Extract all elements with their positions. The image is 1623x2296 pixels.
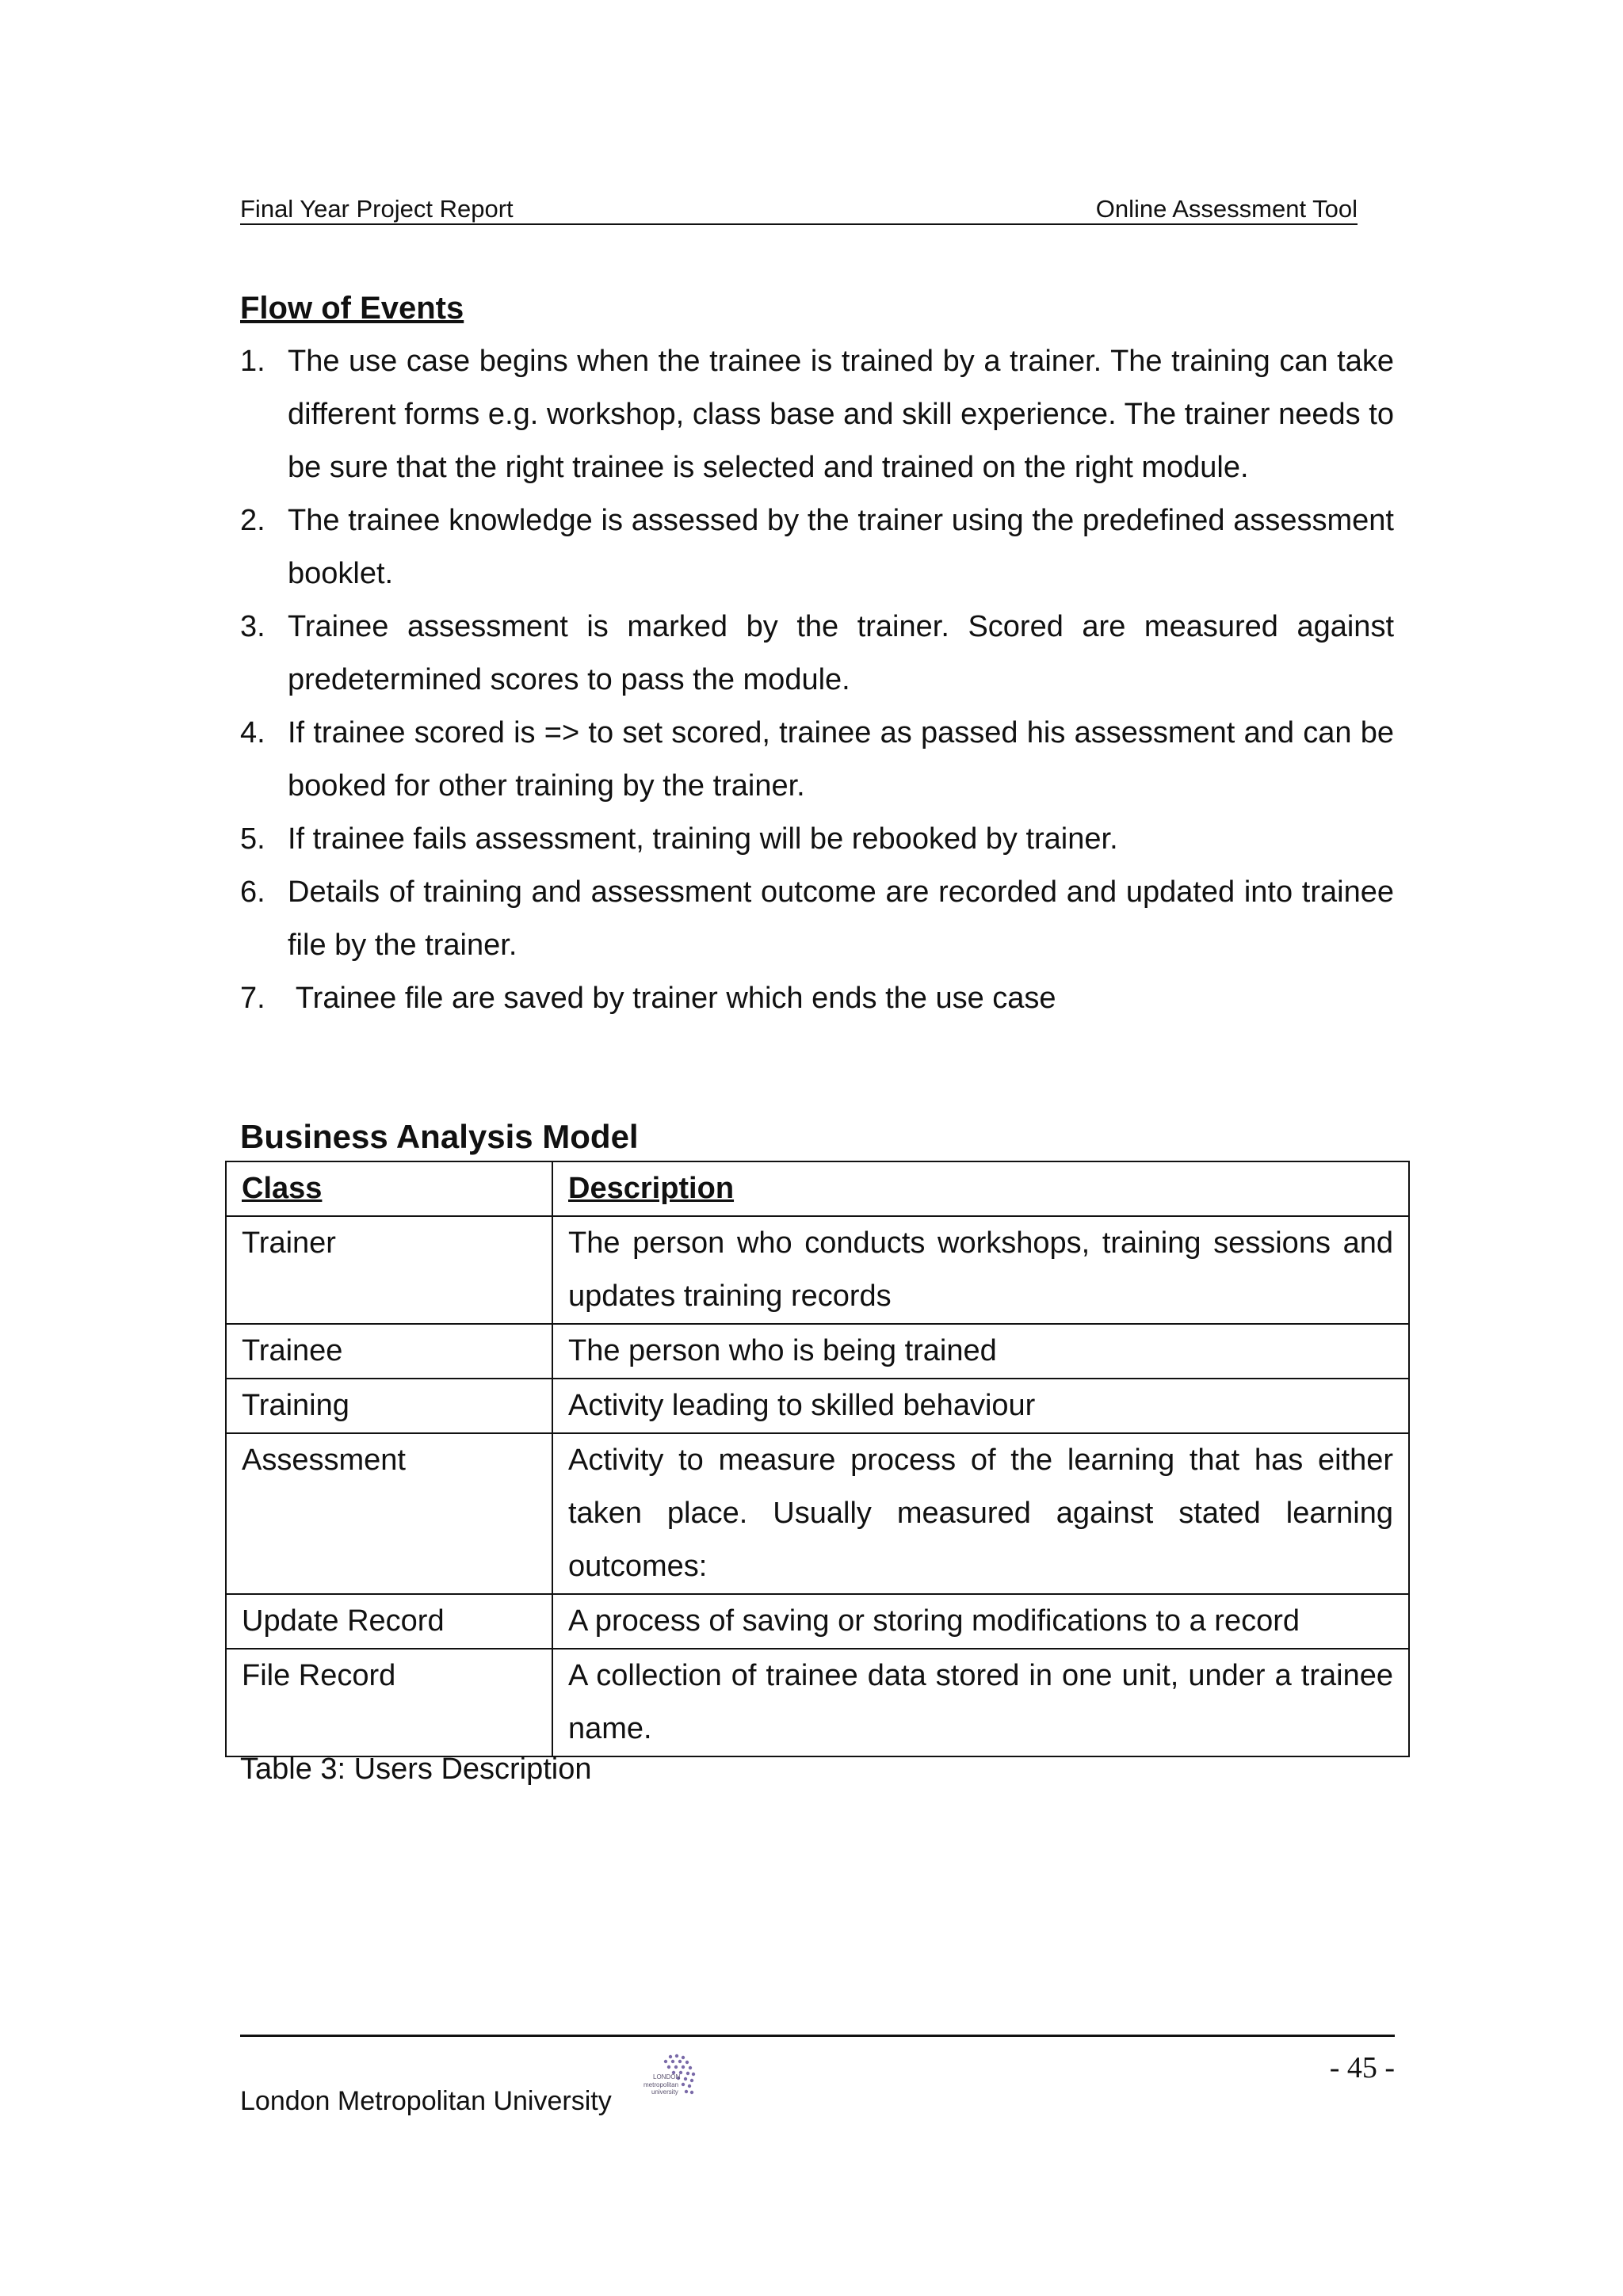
list-item-number: 7.	[240, 982, 265, 1015]
column-header-description: Description	[552, 1161, 1409, 1216]
table-header-row	[226, 1161, 1409, 1216]
description-cell: A collection of trainee data stored in one unit, under a trainee name.	[552, 1649, 1409, 1756]
table-row	[226, 1324, 1409, 1379]
table-caption: Table 3: Users Description	[240, 1753, 592, 1786]
page-number: - 45 -	[1329, 2051, 1395, 2084]
table-row	[226, 1216, 1409, 1324]
business-analysis-table	[225, 1161, 1410, 1757]
list-item	[240, 972, 1394, 1025]
flow-of-events-heading: Flow of Events	[240, 291, 464, 326]
list-item-number: 6.	[240, 875, 265, 909]
list-item-number: 5.	[240, 822, 265, 856]
table-row	[226, 1433, 1409, 1594]
class-cell: Trainer	[226, 1216, 552, 1324]
university-logo-icon	[615, 2052, 702, 2106]
class-cell: Training	[226, 1379, 552, 1433]
column-header-class: Class	[226, 1161, 552, 1216]
list-item-text: If trainee scored is => to set scored, trainee as passed his assessment and can be booked for other training by the trainer.	[288, 716, 1394, 803]
logo-text-line: university	[651, 2088, 678, 2096]
list-item-text: Trainee assessment is marked by the trainer. Scored are measured against predetermined scores to pass the module.	[288, 610, 1394, 696]
description-cell: Activity leading to skilled behaviour	[552, 1379, 1409, 1433]
list-item-text: Trainee file are saved by trainer which ends the use case	[288, 982, 1056, 1015]
business-analysis-model-heading: Business Analysis Model	[240, 1118, 639, 1155]
logo-text-line: metropolitan	[643, 2081, 679, 2088]
description-cell: A process of saving or storing modifications to a record	[552, 1594, 1409, 1649]
list-item	[240, 601, 1394, 707]
table-row	[226, 1379, 1409, 1433]
header-project-title: Online Assessment Tool	[1095, 195, 1358, 223]
list-item-number: 4.	[240, 716, 265, 749]
table-row	[226, 1594, 1409, 1649]
class-cell: Update Record	[226, 1594, 552, 1649]
list-item	[240, 707, 1394, 813]
description-cell: The person who conducts workshops, training sessions and updates training records	[552, 1216, 1409, 1324]
description-cell: Activity to measure process of the learning that has either taken place. Usually measured against stated learning outcomes:	[552, 1433, 1409, 1594]
class-cell: Assessment	[226, 1433, 552, 1594]
running-header	[240, 192, 1358, 225]
list-item	[240, 813, 1394, 866]
header-report-title: Final Year Project Report	[240, 195, 514, 223]
list-item-number: 1.	[240, 345, 265, 378]
list-item	[240, 866, 1394, 972]
description-cell: The person who is being trained	[552, 1324, 1409, 1379]
list-item-text: The use case begins when the trainee is trained by a trainer. The training can take different forms e.g. workshop, class base and skill experience. The trainer needs to be sure that the right trainee is selected and trained on the right module.	[288, 345, 1394, 484]
list-item-number: 2.	[240, 504, 265, 537]
logo-text-line: LONDON	[653, 2073, 681, 2081]
footer-university-name: London Metropolitan University	[240, 2086, 612, 2116]
list-item-text: The trainee knowledge is assessed by the trainer using the predefined assessment booklet.	[288, 504, 1394, 590]
flow-of-events-list	[240, 335, 1394, 1025]
class-cell: Trainee	[226, 1324, 552, 1379]
list-item-number: 3.	[240, 610, 265, 643]
table-row	[226, 1649, 1409, 1756]
list-item	[240, 335, 1394, 494]
list-item-text: Details of training and assessment outcome are recorded and updated into trainee file by the trainer.	[288, 875, 1394, 962]
list-item-text: If trainee fails assessment, training will be rebooked by trainer.	[288, 822, 1118, 856]
class-cell: File Record	[226, 1649, 552, 1756]
list-item	[240, 494, 1394, 601]
footer-divider	[240, 2035, 1395, 2037]
